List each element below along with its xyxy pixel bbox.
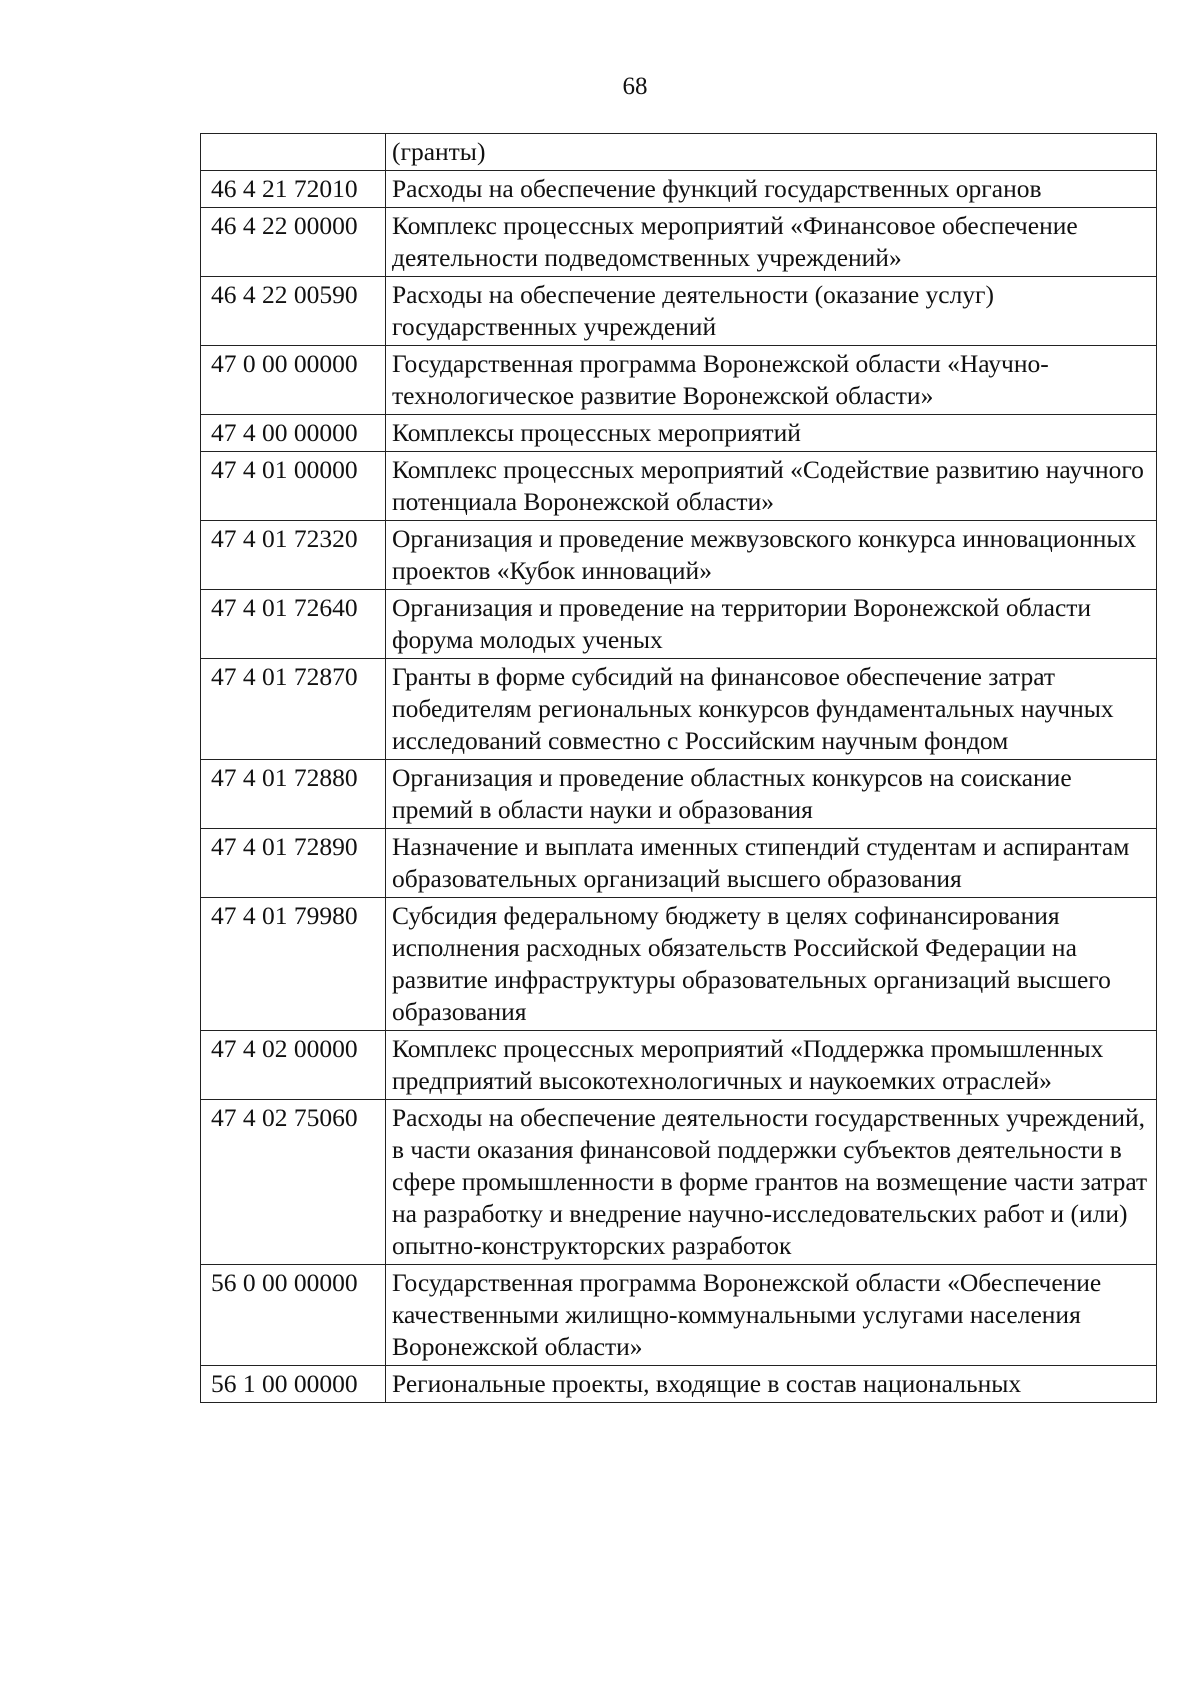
page-number: 68 — [622, 73, 648, 100]
table-row — [201, 1031, 1157, 1100]
expense-description: Расходы на обеспечение деятельности (оказание услуг) государственных учреждений — [386, 277, 1157, 346]
classification-code: 47 4 01 00000 — [201, 452, 386, 521]
expense-description: Комплекс процессных мероприятий «Поддержка промышленных предприятий высокотехнологичных и наукоемких отраслей» — [386, 1031, 1157, 1100]
table-row — [201, 134, 1157, 171]
table-row — [201, 1265, 1157, 1366]
expense-description: Комплексы процессных мероприятий — [386, 415, 1157, 452]
classification-code: 46 4 22 00590 — [201, 277, 386, 346]
expense-description: Субсидия федеральному бюджету в целях софинансирования исполнения расходных обязательств Российской Федерации на развитие инфраструктуры образовательных организаций высшего образования — [386, 898, 1157, 1031]
budget-classification-table — [200, 133, 1157, 1403]
expense-description: Организация и проведение областных конкурсов на соискание премий в области науки и образования — [386, 760, 1157, 829]
expense-description: Расходы на обеспечение деятельности государственных учреждений, в части оказания финансовой поддержки субъектов деятельности в сфере промышленности в форме грантов на возмещение части затрат на разработку и внедрение научно-исследовательских работ и (или) опытно-конструкторских разработок — [386, 1100, 1157, 1265]
table-row — [201, 346, 1157, 415]
expense-description: Организация и проведение межвузовского конкурса инновационных проектов «Кубок инноваций» — [386, 521, 1157, 590]
table-body — [201, 134, 1157, 1403]
table-row — [201, 1366, 1157, 1403]
table-row — [201, 590, 1157, 659]
classification-code: 47 4 02 75060 — [201, 1100, 386, 1265]
classification-code: 47 4 02 00000 — [201, 1031, 386, 1100]
table-row — [201, 208, 1157, 277]
table-row — [201, 521, 1157, 590]
table-row — [201, 659, 1157, 760]
expense-description: Комплекс процессных мероприятий «Содействие развитию научного потенциала Воронежской области» — [386, 452, 1157, 521]
table-row — [201, 277, 1157, 346]
expense-description: Государственная программа Воронежской области «Научно-технологическое развитие Воронежской области» — [386, 346, 1157, 415]
expense-description: Комплекс процессных мероприятий «Финансовое обеспечение деятельности подведомственных учреждений» — [386, 208, 1157, 277]
expense-description: Назначение и выплата именных стипендий студентам и аспирантам образовательных организаций высшего образования — [386, 829, 1157, 898]
classification-code: 47 4 01 79980 — [201, 898, 386, 1031]
classification-code: 47 4 01 72880 — [201, 760, 386, 829]
expense-description: (гранты) — [386, 134, 1157, 171]
expense-description: Государственная программа Воронежской области «Обеспечение качественными жилищно-коммунальными услугами населения Воронежской области» — [386, 1265, 1157, 1366]
classification-code: 47 4 01 72870 — [201, 659, 386, 760]
table-row — [201, 898, 1157, 1031]
expense-description: Организация и проведение на территории Воронежской области форума молодых ученых — [386, 590, 1157, 659]
table-row — [201, 171, 1157, 208]
classification-code: 46 4 22 00000 — [201, 208, 386, 277]
table-row — [201, 829, 1157, 898]
table-row — [201, 415, 1157, 452]
table-row — [201, 1100, 1157, 1265]
classification-code: 47 0 00 00000 — [201, 346, 386, 415]
classification-code: 47 4 01 72890 — [201, 829, 386, 898]
classification-code: 47 4 00 00000 — [201, 415, 386, 452]
classification-code: 56 0 00 00000 — [201, 1265, 386, 1366]
classification-code: 56 1 00 00000 — [201, 1366, 386, 1403]
classification-code — [201, 134, 386, 171]
table-row — [201, 452, 1157, 521]
classification-code: 47 4 01 72320 — [201, 521, 386, 590]
classification-code: 47 4 01 72640 — [201, 590, 386, 659]
classification-code: 46 4 21 72010 — [201, 171, 386, 208]
table-row — [201, 760, 1157, 829]
expense-description: Расходы на обеспечение функций государственных органов — [386, 171, 1157, 208]
expense-description: Региональные проекты, входящие в состав национальных — [386, 1366, 1157, 1403]
expense-description: Гранты в форме субсидий на финансовое обеспечение затрат победителям региональных конкурсов фундаментальных научных исследований совместно с Российским научным фондом — [386, 659, 1157, 760]
